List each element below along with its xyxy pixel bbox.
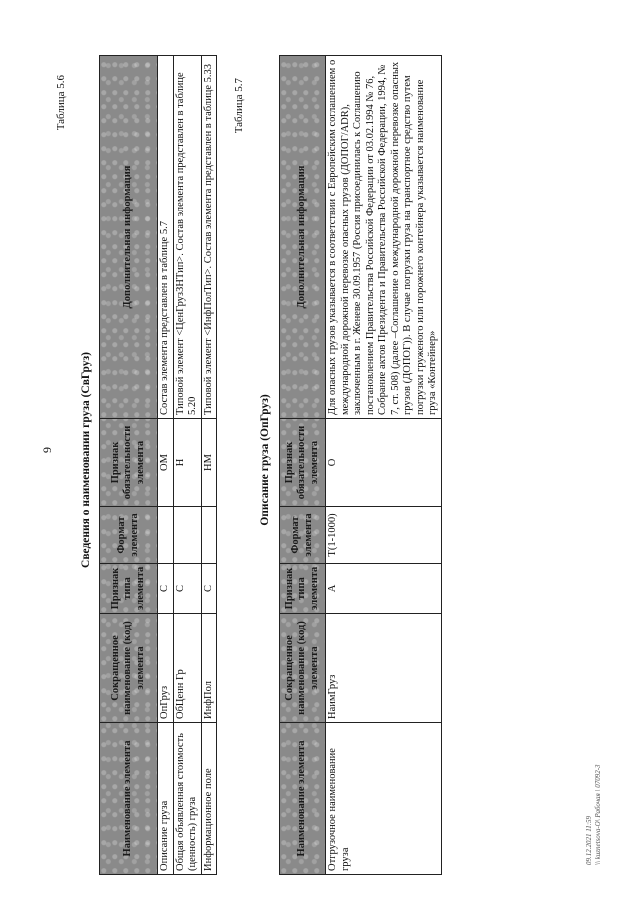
table-cell: ОМ: [158, 419, 174, 507]
table-row: [158, 56, 174, 875]
table-row: [326, 56, 442, 875]
header-cell: Признак типа элемента: [100, 564, 158, 614]
table-cell: Информационное поле: [201, 723, 217, 875]
stamp-line: \\ kuznetsovа-O\ Рабочая \ 07092-3: [594, 764, 602, 865]
table-header-row: [100, 56, 158, 875]
table-cell: С: [173, 564, 201, 614]
header-cell: Наименование элемента: [100, 723, 158, 875]
table-5-7: [279, 55, 442, 875]
table-cell: А: [326, 564, 442, 614]
table-header-row: [280, 56, 326, 875]
table-cell: С: [201, 564, 217, 614]
table-5-7-title: Описание груза (ОпГруз): [259, 394, 271, 526]
table-cell: [201, 507, 217, 564]
table-cell: НМ: [201, 419, 217, 507]
header-cell: Признак обязательности элемента: [280, 419, 326, 507]
table-cell: С: [158, 564, 174, 614]
stamp-line: 09.12.2021 11:59: [585, 815, 593, 865]
table-cell: НаимГруз: [326, 614, 442, 723]
header-cell: Признак обязательности элемента: [100, 419, 158, 507]
table-cell: T(1-1000): [326, 507, 442, 564]
header-cell: Наименование элемента: [280, 723, 326, 875]
table-5-7-label: Таблица 5.7: [233, 78, 245, 134]
table-cell: ОбЦенн Гр: [173, 614, 201, 723]
table-cell: ИнфПол: [201, 614, 217, 723]
table-cell: Типовой элемент <ЦенГрузЗНТип>. Состав элемента представлен в таблице 5.20: [173, 56, 201, 419]
table-cell: Описание груза: [158, 723, 174, 875]
table-cell: Н: [173, 419, 201, 507]
table-cell: О: [326, 419, 442, 507]
header-cell: Дополнительная информация: [100, 56, 158, 419]
table-5-6-title: Сведения о наименовании груза (СвГруз): [80, 352, 92, 568]
header-cell: Дополнительная информация: [280, 56, 326, 419]
table-cell: [173, 507, 201, 564]
table-5-6: [99, 55, 217, 875]
print-stamp: [585, 665, 603, 865]
table-cell: Состав элемента представлен в таблице 5.7: [158, 56, 174, 419]
header-cell: Признак типа элемента: [280, 564, 326, 614]
header-cell: Формат элемента: [100, 507, 158, 564]
table-cell: [158, 507, 174, 564]
header-cell: Сокращенное наименование (код) элемента: [280, 614, 326, 723]
table-cell: Типовой элемент <ИнфПолТип>. Состав элемента представлен в таблице 5.33: [201, 56, 217, 419]
table-cell: Отгрузочное наименование груза: [326, 723, 442, 875]
table-row: [201, 56, 217, 875]
table-cell: Для опасных грузов указывается в соответствии с Европейским соглашением о международной дорожной перевозке опасных грузов (ДОПОГ/ADR), заключенным в г. Женеве 30.09.1957 (Россия присоединилась к Соглашению постановлением Правительства Российской Федерации от 03.02.1994 № 76, Собрание актов Президента и Правительства Российской Федерации, 1994, № 7, ст. 508) (далее –Соглашение о международной дорожной перевозке опасных грузов (ДОПОГ)). В случае погрузки груза на транспортное средство путем погрузки груженого или порожнего контейнера указывается наименование груза «Контейнер»: [326, 56, 442, 419]
table-5-6-label: Таблица 5.6: [55, 75, 67, 131]
page-number: 9: [40, 447, 54, 453]
table-cell: ОпГруз: [158, 614, 174, 723]
header-cell: Сокращенное наименование (код) элемента: [100, 614, 158, 723]
table-cell: Общая объявленная стоимость (ценность) груза: [173, 723, 201, 875]
header-cell: Формат элемента: [280, 507, 326, 564]
table-row: [173, 56, 201, 875]
